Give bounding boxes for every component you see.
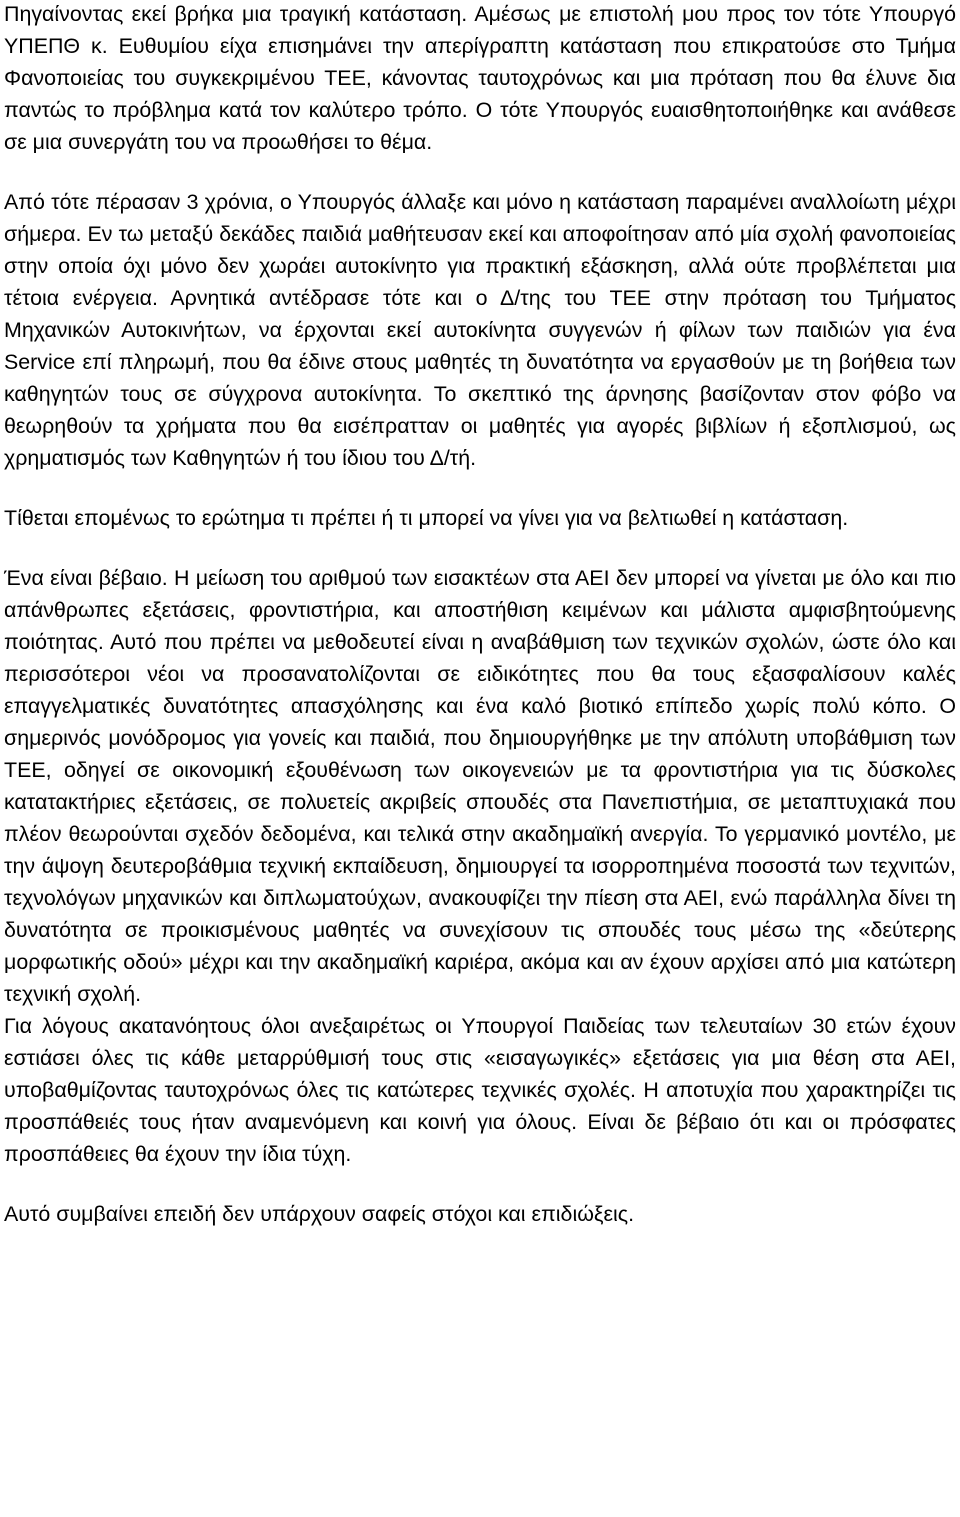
paragraph-6: Αυτό συμβαίνει επειδή δεν υπάρχουν σαφείς στόχοι και επιδιώξεις.: [4, 1202, 635, 1226]
paragraph-1: Πηγαίνοντας εκεί βρήκα μια τραγική κατάσταση. Αμέσως με επιστολή μου προς τον τότε Υπουργό ΥΠΕΠΘ κ. Ευθυμίου είχα επισημάνει την απερίγραπτη κατάσταση που επικρατούσε στο Τμήμα Φανοποιείας του συγκεκριμένου ΤΕΕ, κάνοντας ταυτοχρόνως και μια πρόταση που θα έλυνε δια παντώς το πρόβλημα κατά τον καλύτερο τρόπο. Ο τότε Υπουργός ευαισθητοποιήθηκε και ανάθεσε σε μια συνεργάτη του να προωθήσει το θέμα.: [4, 2, 956, 154]
paragraph-spacer: [4, 474, 956, 502]
paragraph-3: Τίθεται επομένως το ερώτημα τι πρέπει ή τι μπορεί να γίνει για να βελτιωθεί η κατάσταση.: [4, 506, 849, 530]
document-page: [4, 0, 956, 1230]
paragraph-spacer: [4, 534, 956, 562]
paragraph-5: Για λόγους ακατανόητους όλοι ανεξαιρέτως οι Υπουργοί Παιδείας των τελευταίων 30 ετών έχουν εστιάσει όλες τις κάθε μεταρρύθμισή τους στις «εισαγωγικές» εξετάσεις για μια θέση στα ΑΕΙ, υποβαθμίζοντας ταυτοχρόνως όλες τις κατώτερες τεχνικές σχολές. Η αποτυχία που χαρακτηρίζει τις προσπάθειές τους ήταν αναμενόμενη και κοινή για όλους. Είναι δε βέβαιο ότι και οι πρόσφατες προσπάθειες θα έχουν την ίδια τύχη.: [4, 1014, 956, 1166]
paragraph-4: Ένα είναι βέβαιο. Η μείωση του αριθμού των εισακτέων στα ΑΕΙ δεν μπορεί να γίνεται με όλο και πιο απάνθρωπες εξετάσεις, φροντιστήρια, και αποστήθιση κειμένων και μάλιστα αμφισβητούμενης ποιότητας. Αυτό που πρέπει να μεθοδευτεί είναι η αναβάθμιση των τεχνικών σχολών, ώστε όλο και περισσότεροι νέοι να προσανατολίζονται σε ειδικότητες που θα τους εξασφαλίσουν καλές επαγγελματικές δυνατότητες απασχόλησης και ένα καλό βιοτικό επίπεδο χωρίς πολύ κόπο. Ο σημερινός μονόδρομος για γονείς και παιδιά, που δημιουργήθηκε με την απόλυτη υποβάθμιση των ΤΕΕ, οδηγεί σε οικονομική εξουθένωση των οικογενειών με τα φροντιστήρια για τις δύσκολες κατατακτήριες εξετάσεις, σε πολυετείς ακριβείς σπουδές στα Πανεπιστήμια, σε μεταπτυχιακά που πλέον θεωρούνται σχεδόν δεδομένα, και τελικά στην ακαδημαϊκή ανεργία. Το γερμανικό μοντέλο, με την άψογη δευτεροβάθμια τεχνική εκπαίδευση, δημιουργεί τα ισορροπημένα ποσοστά των τεχνιτών, τεχνολόγων μηχανικών και διπλωματούχων, ανακουφίζει την πίεση στα ΑΕΙ, ενώ παράλληλα δίνει τη δυνατότητα σε προικισμένους μαθητές να συνεχίσουν τις σπουδές τους μέσω της «δεύτερης μορφωτικής οδού» μέχρι και την ακαδημαϊκή καριέρα, ακόμα και αν έχουν αρχίσει από μια κατώτερη τεχνική σχολή.: [4, 566, 956, 1006]
paragraph-2: Από τότε πέρασαν 3 χρόνια, ο Υπουργός άλλαξε και μόνο η κατάσταση παραμένει αναλλοίωτη μέχρι σήμερα. Εν τω μεταξύ δεκάδες παιδιά μαθήτευσαν εκεί και αποφοίτησαν από μία σχολή φανοποιείας στην οποία όχι μόνο δεν χωράει αυτοκίνητο για πρακτική εξάσκηση, αλλά ούτε προβλέπεται μια τέτοια ενέργεια. Αρνητικά αντέδρασε τότε και ο Δ/της του ΤΕΕ στην πρόταση του Τμήματος Μηχανικών Αυτοκινήτων, να έρχονται εκεί αυτοκίνητα συγγενών ή φίλων των παιδιών για ένα Service επί πληρωμή, που θα έδινε στους μαθητές τη δυνατότητα να εργασθούν με τη βοήθεια των καθηγητών τους σε σύγχρονα αυτοκίνητα. Το σκεπτικό της άρνησης βασίζονταν στον φόβο να θεωρηθούν τα χρήματα που θα εισέπρατταν οι μαθητές για αγορές βιβλίων ή εξοπλισμού, ως χρηματισμός των Καθηγητών ή του ίδιου του Δ/τή.: [4, 190, 956, 470]
paragraph-spacer: [4, 1170, 956, 1198]
paragraph-spacer: [4, 158, 956, 186]
